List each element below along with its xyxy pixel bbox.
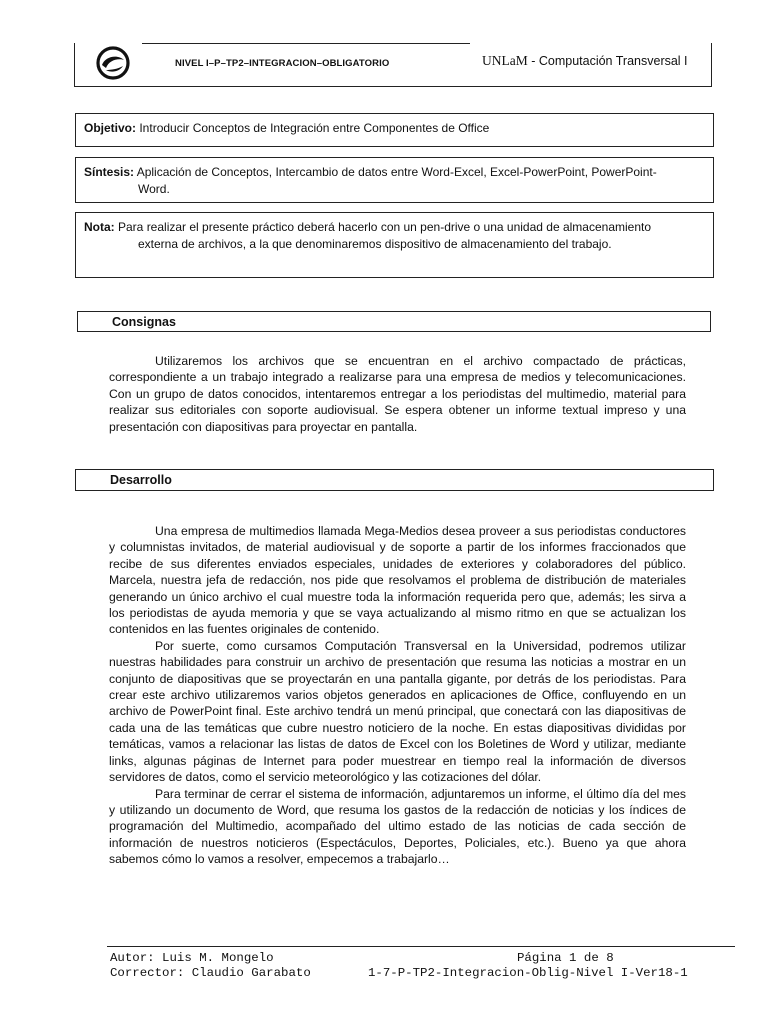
- note-text-line2: externa de archivos, a la que denominaremos dispositivo de almacenamiento del trabajo.: [138, 237, 612, 251]
- synthesis-text-line2: Word.: [138, 182, 170, 196]
- university-name: UNLaM: [482, 53, 528, 68]
- section-title-desarrollo: Desarrollo: [75, 469, 714, 491]
- university-logo-icon: [96, 46, 130, 80]
- header-top-rule: [142, 43, 470, 44]
- paragraph: Utilizaremos los archivos que se encuentran en el archivo compactado de prácticas, correspondiente a un trabajo integrado a realizarse para una empresa de medios y telecomunicaciones. Con un grupo de datos conocidos, intentaremos entregar a los periodistas del multimedio, material para realizar sus editoriales con soporte audiovisual. Se espera obtener un informe textual impreso y una presentación con diapositivas para proyectar en pantalla.: [109, 354, 686, 434]
- objective-box: [75, 113, 714, 147]
- footer-corrector: Corrector: Claudio Garabato: [110, 966, 311, 980]
- document-code: NIVEL I–P–TP2–INTEGRACION–OBLIGATORIO: [175, 58, 390, 69]
- synthesis-label: Síntesis:: [84, 165, 135, 179]
- note-label: Nota:: [84, 220, 115, 234]
- synthesis-text-line1: Aplicación de Conceptos, Intercambio de datos entre Word-Excel, Excel-PowerPoint, PowerPoint-: [134, 165, 657, 179]
- footer-page-number: Página 1 de 8: [517, 951, 614, 965]
- note-text-line1: Para realizar el presente práctico deberá hacerlo con un pen-drive o una unidad de almacenamiento: [114, 220, 652, 234]
- paragraph: Para terminar de cerrar el sistema de información, adjuntaremos un informe, el último día del mes y utilizando un documento de Word, que resuma los gastos de la redacción de noticias y los índices de programación del Multimedio, acompañado del ultimo estado de las noticias de cada sección de información de nuestros noticieros (Espectáculos, Deportes, Policiales, etc.). Bueno ya que ahora sabemos cómo lo vamos a resolver, empecemos a trabajarlo…: [109, 786, 686, 867]
- section-title-consignas: Consignas: [77, 311, 711, 332]
- note-box: [75, 212, 714, 278]
- footer-document-code: 1-7-P-TP2-Integracion-Oblig-Nivel I-Ver18-1: [368, 966, 688, 980]
- objective-label: Objetivo:: [84, 121, 137, 135]
- consignas-body: [109, 353, 686, 435]
- footer-author: Autor: Luis M. Mongelo: [110, 951, 274, 965]
- objective-text: Introducir Conceptos de Integración entre Componentes de Office: [136, 121, 490, 135]
- university-course: [482, 53, 688, 69]
- paragraph: Por suerte, como cursamos Computación Transversal en la Universidad, podremos utilizar nuestras habilidades para construir un archivo de presentación que resuma las noticias a mostrar en un conjunto de diapositivas que se proyectarán en una pantalla gigante, por detrás de los periodistas. Para crear este archivo utilizaremos varios objetos generados en aplicaciones de Office, confluyendo en un archivo de PowerPoint final. Este archivo tendrá un menú principal, que conectará con las diapositivas de cada una de las temáticas que cubre nuestro noticiero de la noche. En estas diapositivas divididas por temáticas, vamos a relacionar las listas de datos de Excel con los Boletines de Word y utilizar, mediante links, algunas páginas de Internet para poder muestrear en tiempo real la información de diversos servidores de datos, como el servicio meteorológico y las cotizaciones del dólar.: [109, 638, 686, 785]
- footer-rule: [107, 946, 735, 947]
- desarrollo-body: [109, 523, 686, 868]
- paragraph: Una empresa de multimedios llamada Mega-Medios desea proveer a sus periodistas conductores y columnistas invitados, de material audiovisual y de soporte a partir de los informes fraccionados que recibe de sus diferentes enviados especiales, unidades de exteriores y colaboradores del público. Marcela, nuestra jefa de redacción, nos pide que resolvamos el problema de distribución de materiales generando un único archivo el cual muestre toda la información requerida pero que, además; les sirva a los periodistas de ayuda memoria y que se vaya actualizando al mismo ritmo en que se actualizan los contenidos en las fuentes originales de contenido.: [109, 524, 686, 637]
- course-name: - Computación Transversal I: [527, 54, 688, 68]
- synthesis-box: [75, 157, 714, 203]
